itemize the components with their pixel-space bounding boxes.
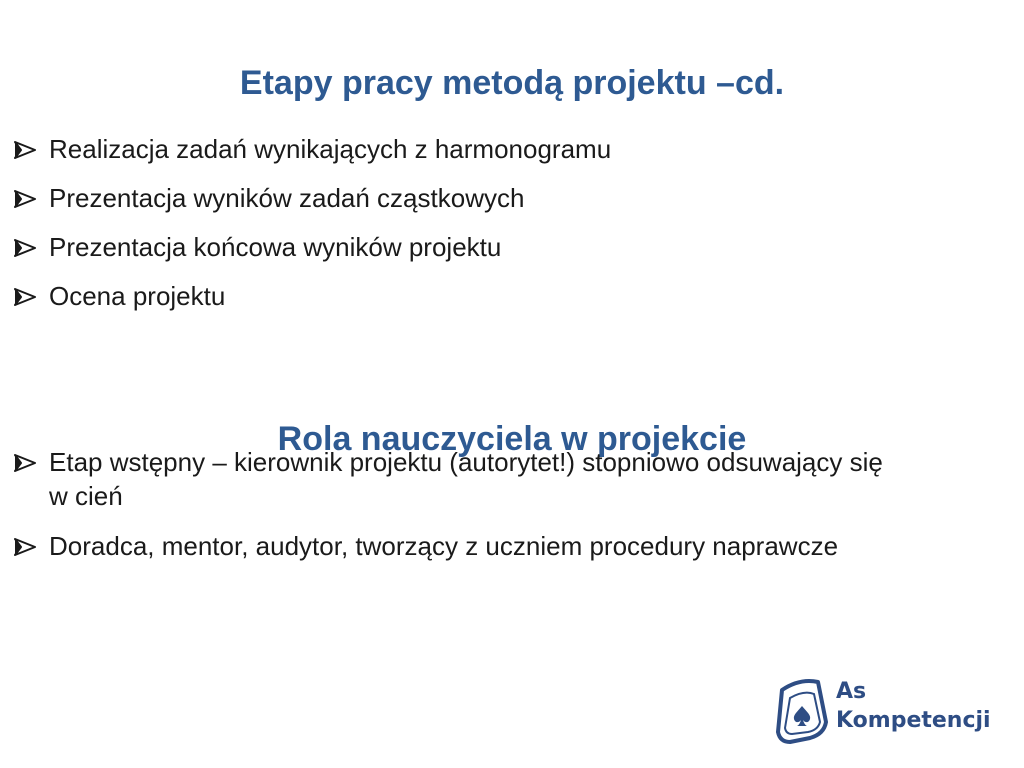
- stage-item-text: Prezentacja końcowa wyników projektu: [49, 232, 502, 262]
- stage-item: [0, 230, 1024, 279]
- section-heading: Rola nauczyciela w projekcie: [277, 420, 747, 459]
- logo-text-line-2: Kompetencji: [836, 708, 991, 733]
- stage-item: [0, 181, 1024, 230]
- teacher-role-item: [0, 529, 1024, 613]
- stage-item-text: Prezentacja wyników zadań cząstkowych: [49, 183, 525, 213]
- stages-list: [0, 132, 1024, 328]
- arrowhead-bullet-icon: [14, 141, 36, 159]
- stage-item-text: Ocena projektu: [49, 281, 226, 311]
- teacher-role-text: Etap wstępny – kierownik projektu (autorytet!) stopniowo odsuwający się w cień: [49, 447, 883, 511]
- arrowhead-bullet-icon: [14, 538, 36, 556]
- stage-item: [0, 279, 1024, 328]
- spade-card-icon: [770, 676, 832, 746]
- arrowhead-bullet-icon: [14, 288, 36, 306]
- slide-title: Etapy pracy metodą projektu –cd.: [239, 63, 785, 102]
- teacher-roles-list: [0, 445, 1024, 613]
- teacher-role-item: [0, 445, 1024, 529]
- arrowhead-bullet-icon: [14, 190, 36, 208]
- teacher-role-text: Doradca, mentor, audytor, tworzący z uczniem procedury naprawcze: [49, 531, 839, 561]
- logo-text-line-1: As: [836, 679, 867, 704]
- logo: [770, 676, 1000, 746]
- stage-item-text: Realizacja zadań wynikających z harmonogramu: [49, 134, 612, 164]
- arrowhead-bullet-icon: [14, 239, 36, 257]
- stage-item: [0, 132, 1024, 181]
- arrowhead-bullet-icon: [14, 454, 36, 472]
